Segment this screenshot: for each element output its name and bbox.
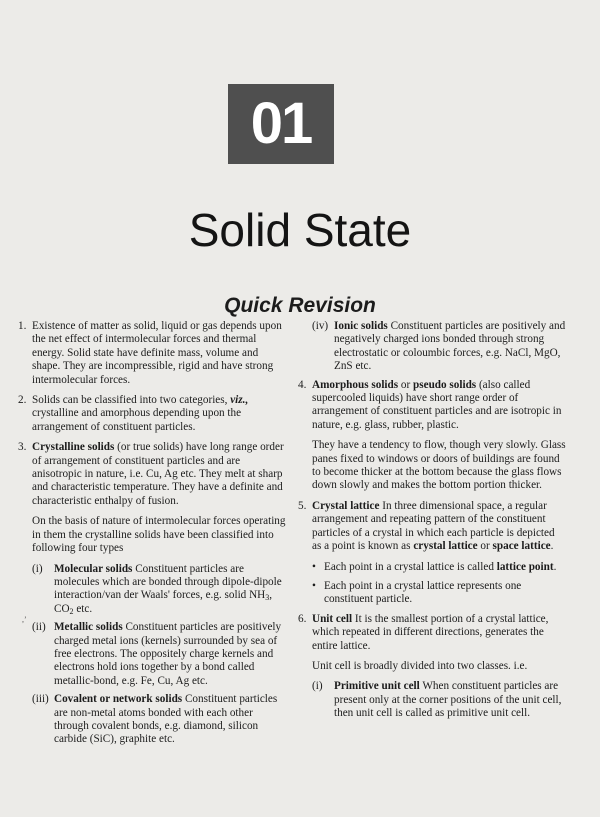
section-title: Quick Revision bbox=[224, 294, 376, 317]
right-column bbox=[298, 320, 566, 726]
subitem-primitive-unit-cell: (i) Primitive unit cell When constituent particles are present only at the corner positions of the unit cell, then unit cell is called as primitive unit cell. bbox=[312, 680, 562, 720]
stray-mark: ,’ bbox=[22, 615, 27, 624]
point-4: 4. Amorphous solids or pseudo solids (also called supercooled liquids) have short range order of arrangement of constituent particles and are isotropic in nature, e.g. glass, rubber, plastic. bbox=[298, 378, 562, 431]
point-1: 1. Existence of matter as solid, liquid or gas depends upon the net effect of intermolecular forces and thermal energy. Solid state have definite mass, volume and shape. They are incompressible, rigid and have strong intermolecular forces. bbox=[18, 320, 282, 386]
point-2: 2. Solids can be classified into two categories, viz., crystalline and amorphous depending upon the arrangement of constituent particles. bbox=[18, 394, 249, 433]
point-6: 6. Unit cell It is the smallest portion of a crystal lattice, which repeated in different directions, generates the entire lattice. bbox=[298, 612, 549, 652]
point-3-paragraph: On the basis of nature of intermolecular forces operating in them the crystalline solids have been classified into following four types bbox=[32, 515, 286, 555]
chapter-number: 01 bbox=[250, 91, 312, 156]
chapter-number-badge bbox=[228, 84, 334, 164]
point-6-paragraph: Unit cell is broadly divided into two classes. i.e. bbox=[312, 659, 528, 672]
bullet-constituent-particle: • Each point in a crystal lattice represents one constituent particle. bbox=[312, 579, 522, 606]
subitem-molecular-solids: (i) Molecular solids Constituent particles are molecules which are bonded through dipole-dipole interaction/van der Waals' forces, e.g. solid $NH_3$, $CO_2$ etc. bbox=[32, 562, 282, 616]
bullet-lattice-point: • Each point in a crystal lattice is called lattice point. bbox=[312, 560, 557, 573]
point-5: 5. Crystal lattice In three dimensional space, a regular arrangement and repeating pattern of the constituent particles of a crystal in which each particle is depicted as a point is known as crystal lattice or space lattice. bbox=[298, 499, 555, 553]
left-column bbox=[18, 320, 286, 752]
point-4-paragraph: They have a tendency to flow, though very slowly. Glass panes fixed to windows or doors of buildings are found to become thicker at the bottom because the glass flows down slowly and makes the bottom portion thicker. bbox=[312, 439, 566, 492]
subitem-covalent-solids: (iii) Covalent or network solids Constituent particles are non-metal atoms bonded with each other through covalent bonds, e.g. diamond, silicon carbide (SiC), graphite etc. bbox=[32, 693, 278, 746]
chapter-title: Solid State bbox=[188, 204, 412, 256]
bullet-icon: • bbox=[312, 579, 316, 592]
point-3: 3. Crystalline solids (or true solids) have long range order of arrangement of constituent particles and are anisotropic in nature, i.e. Cu, Ag etc. They melt at sharp and characteristic temperature. They have a definite and characteristic enthalpy of fusion. bbox=[18, 441, 284, 507]
bullet-icon: • bbox=[312, 560, 316, 573]
subitem-ionic-solids: (iv) Ionic solids Constituent particles are positively and negatively charged ions bonded through strong electrostatic or coloumbic forces, e.g. NaCl, MgO, ZnS etc. bbox=[312, 320, 566, 373]
subitem-metallic-solids: (ii) Metallic solids Constituent particles are positively charged metal ions (kernels) surrounded by sea of free electrons. The oppositely charge kernels and electrons hold ions together by a bond called metallic-bond, e.g. Fe, Cu, Ag etc. bbox=[32, 621, 282, 687]
